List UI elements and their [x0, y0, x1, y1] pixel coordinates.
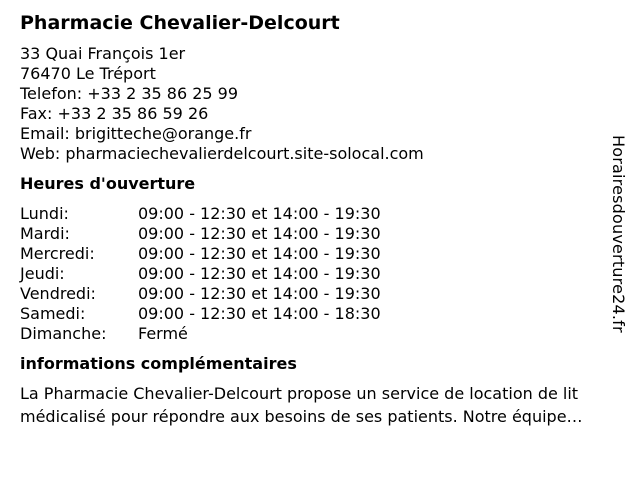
day-label: Samedi: [20, 304, 86, 323]
email-line: Email: brigitteche@orange.fr [20, 124, 252, 143]
hours-row [20, 304, 610, 324]
hours-row [20, 264, 610, 284]
hours-row [20, 244, 610, 264]
hours-row [20, 204, 610, 224]
time-value: 09:00 - 12:30 et 14:00 - 19:30 [138, 264, 381, 283]
time-value: 09:00 - 12:30 et 14:00 - 19:30 [138, 244, 381, 263]
phone-line: Telefon: +33 2 35 86 25 99 [20, 84, 239, 103]
address-line-1: 33 Quai François 1er [20, 44, 186, 63]
fax-line: Fax: +33 2 35 86 59 26 [20, 104, 209, 123]
day-label: Vendredi: [20, 284, 96, 303]
time-value: Fermé [138, 324, 188, 343]
time-value: 09:00 - 12:30 et 14:00 - 19:30 [138, 284, 381, 303]
info-line-1: La Pharmacie Chevalier-Delcourt propose un service de location de lit [20, 384, 579, 403]
hours-row [20, 324, 610, 344]
day-label: Mercredi: [20, 244, 95, 263]
info-heading: informations complémentaires [20, 354, 297, 373]
hours-table [20, 204, 610, 344]
address-line-2: 76470 Le Tréport [20, 64, 156, 83]
page-title: Pharmacie Chevalier-Delcourt [20, 12, 340, 34]
day-label: Mardi: [20, 224, 70, 243]
time-value: 09:00 - 12:30 et 14:00 - 18:30 [138, 304, 381, 323]
pharmacy-card [20, 10, 610, 428]
hours-row [20, 224, 610, 244]
info-description [20, 382, 632, 428]
web-line: Web: pharmaciechevalierdelcourt.site-solocal.com [20, 144, 424, 163]
hours-row [20, 284, 610, 304]
day-label: Dimanche: [20, 324, 107, 343]
watermark: Horairesdouverture24.fr [609, 135, 628, 333]
day-label: Lundi: [20, 204, 69, 223]
day-label: Jeudi: [20, 264, 65, 283]
hours-heading: Heures d'ouverture [20, 174, 196, 193]
contact-block [20, 44, 610, 164]
time-value: 09:00 - 12:30 et 14:00 - 19:30 [138, 204, 381, 223]
time-value: 09:00 - 12:30 et 14:00 - 19:30 [138, 224, 381, 243]
info-line-2: médicalisé pour répondre aux besoins de ses patients. Notre équipe… [20, 407, 583, 426]
